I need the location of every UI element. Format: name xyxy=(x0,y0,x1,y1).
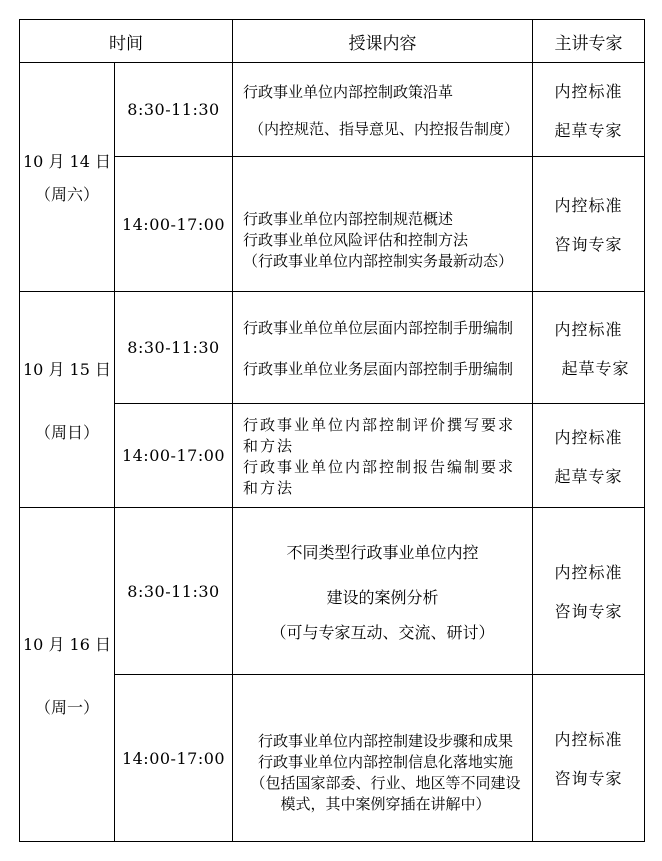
content-line: 行政事业单位内部控制评价撰写要求和方法 xyxy=(243,415,516,455)
header-time: 时间 xyxy=(20,20,233,63)
time-cell: 14:00-17:00 xyxy=(115,675,233,842)
header-row xyxy=(20,20,645,63)
expert-line: 内控标准 xyxy=(554,319,623,339)
content-line: 不同类型行政事业单位内控 xyxy=(286,542,479,562)
table-row xyxy=(20,508,645,675)
date-cell xyxy=(20,63,115,292)
content-line: 行政事业单位内部控制信息化落地实施 xyxy=(257,753,513,771)
expert-line: 内控标准 xyxy=(554,81,623,101)
expert-line: 内控标准 xyxy=(554,563,623,582)
header-content: 授课内容 xyxy=(233,20,533,63)
expert-line: 起草专家 xyxy=(554,466,623,486)
content-line: 行政事业单位业务层面内部控制手册编制 xyxy=(243,359,514,378)
expert-line: 咨询专家 xyxy=(554,769,623,788)
content-line: 行政事业单位风险评估和控制方法 xyxy=(243,230,469,249)
expert-cell xyxy=(533,63,645,157)
expert-cell xyxy=(533,404,645,508)
expert-line: 咨询专家 xyxy=(554,235,623,254)
date-label: 10 月 15 日 xyxy=(23,359,111,379)
content-line: （可与专家互动、交流、研讨） xyxy=(270,622,495,642)
expert-line: 起草专家 xyxy=(561,358,630,378)
content-cell xyxy=(233,404,533,508)
content-cell xyxy=(233,508,533,675)
content-line: 行政事业单位内部控制报告编制要求和方法 xyxy=(243,457,516,497)
time-cell: 8:30-11:30 xyxy=(115,292,233,404)
weekday-label: （周一） xyxy=(34,697,99,717)
time-cell: 14:00-17:00 xyxy=(115,157,233,292)
expert-line: 内控标准 xyxy=(554,730,623,749)
content-line: 行政事业单位单位层面内部控制手册编制 xyxy=(243,318,514,337)
time-cell: 8:30-11:30 xyxy=(115,63,233,157)
expert-line: 内控标准 xyxy=(554,427,623,447)
time-cell: 8:30-11:30 xyxy=(115,508,233,675)
content-line: 行政事业单位内部控制建设步骤和成果 xyxy=(257,732,513,750)
schedule-table xyxy=(19,19,645,842)
expert-cell xyxy=(533,675,645,842)
content-line: （内控规范、指导意见、内控报告制度） xyxy=(249,119,520,138)
content-line: （包括国家部委、行业、地区等不同建设模式，其中案例穿插在讲解中） xyxy=(250,774,521,813)
table-row xyxy=(20,292,645,404)
date-label: 10 月 16 日 xyxy=(23,634,111,654)
weekday-label: （周六） xyxy=(34,185,99,204)
expert-cell xyxy=(533,157,645,292)
content-line: （行政事业单位内部控制实务最新动态） xyxy=(243,251,514,270)
expert-line: 内控标准 xyxy=(554,196,623,215)
date-cell xyxy=(20,292,115,508)
table-row xyxy=(20,63,645,157)
content-cell xyxy=(233,675,533,842)
content-cell xyxy=(233,292,533,404)
weekday-label: （周日） xyxy=(34,422,99,442)
expert-cell xyxy=(533,508,645,675)
time-cell: 14:00-17:00 xyxy=(115,404,233,508)
expert-line: 咨询专家 xyxy=(554,602,623,621)
content-line: 建设的案例分析 xyxy=(326,587,439,607)
expert-line: 起草专家 xyxy=(554,120,623,140)
content-cell xyxy=(233,157,533,292)
content-line: 行政事业单位内部控制政策沿革 xyxy=(243,82,454,101)
expert-cell xyxy=(533,292,645,404)
content-line: 行政事业单位内部控制规范概述 xyxy=(243,209,454,228)
date-cell xyxy=(20,508,115,842)
content-cell xyxy=(233,63,533,157)
header-expert: 主讲专家 xyxy=(533,20,645,63)
date-label: 10 月 14 日 xyxy=(23,152,111,171)
